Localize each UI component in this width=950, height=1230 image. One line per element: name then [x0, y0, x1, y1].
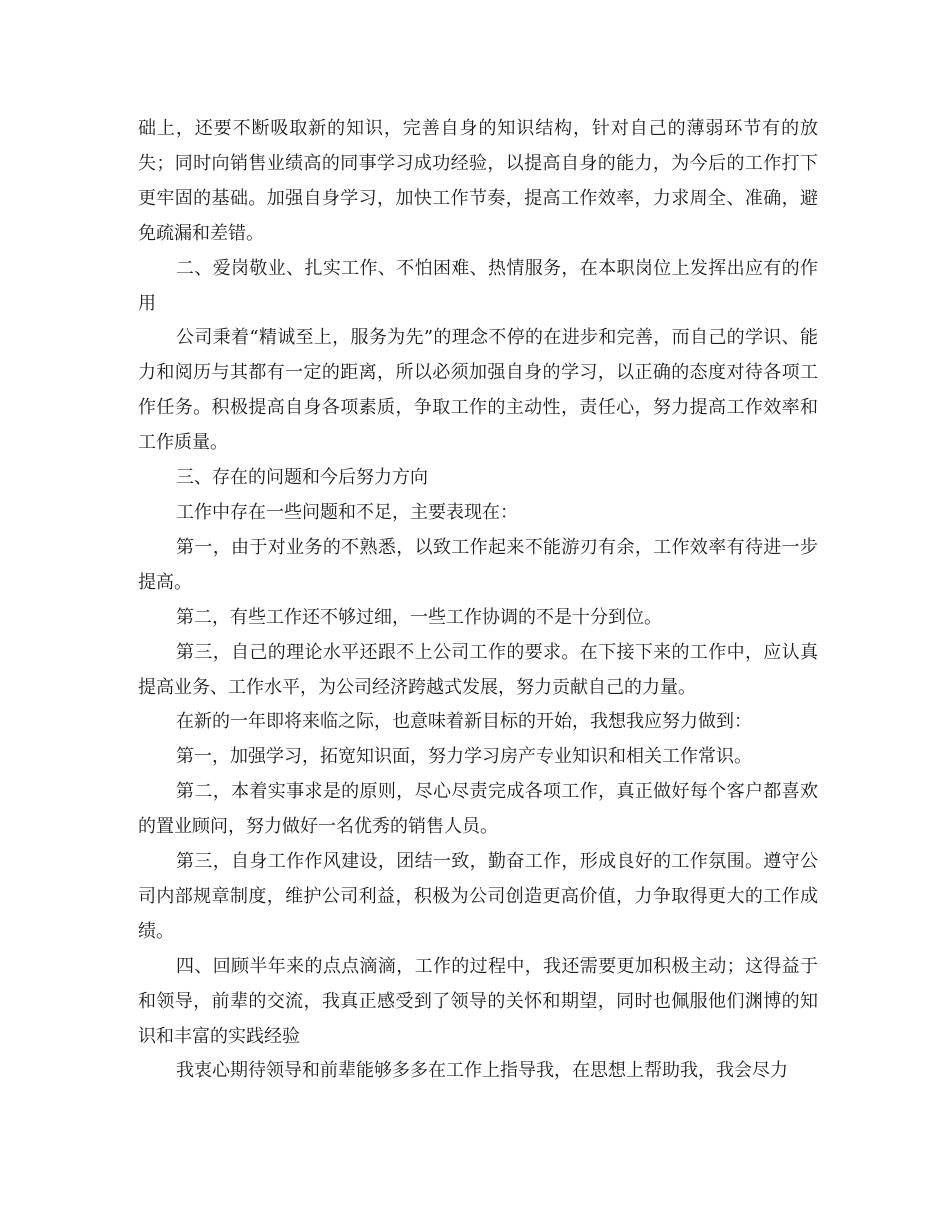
text-line: 效率和工作质量。	[138, 397, 818, 454]
text-line: 我衷心期待领导和前辈能够多多在工作上指导我，在思想上帮助我，我会尽力	[176, 1060, 788, 1082]
paragraph	[138, 496, 818, 531]
text-line: 欢的置业顾问，努力做好一名优秀的销售人员。	[138, 781, 818, 838]
text-line: 四、回顾半年来的点点滴滴，工作的过程中，我还需要更加积极主动；这得益	[176, 955, 800, 977]
paragraph	[138, 461, 818, 496]
paragraph	[138, 1054, 818, 1089]
text-line: 避免疏漏和差错。	[138, 187, 818, 244]
paragraph	[138, 775, 818, 845]
text-line: 第一，加强学习，拓宽知识面，努力学习房产专业知识和相关工作常识。	[176, 746, 752, 768]
paragraph	[138, 950, 818, 1055]
text-line: 工作中存在一些问题和不足，主要表现在：	[176, 501, 518, 523]
text-line: 在新的一年即将来临之际，也意味着新目标的开始，我想我应努力做到：	[176, 711, 752, 733]
text-line: 三、存在的问题和今后努力方向	[176, 467, 428, 489]
text-line: 公司内部规章制度，维护公司利益，积极为公司创造更高价值，力争取得更大的工	[138, 851, 818, 907]
paragraph	[138, 531, 818, 601]
paragraph	[138, 112, 818, 252]
paragraph	[138, 601, 818, 636]
text-line: 二、爱岗敬业、扎实工作、不怕困难、热情服务，在本职岗位上发挥出应有的	[176, 257, 800, 279]
text-line: 第三，自身工作作风建设，团结一致，勤奋工作，形成良好的工作氛围。遵守	[176, 851, 800, 873]
document-body	[138, 112, 818, 1089]
text-line: 础上，还要不断吸取新的知识，完善自身的知识结构，针对自己的薄弱环节有的放	[138, 118, 818, 139]
paragraph	[138, 705, 818, 740]
text-line: 项工作任务。积极提高自身各项素质，争取工作的主动性，责任心，努力提高工作	[138, 362, 818, 419]
text-line: 第一，由于对业务的不熟悉，以致工作起来不能游刃有余，工作效率有待进一	[176, 536, 800, 558]
text-line: 能力和阅历与其都有一定的距离，所以必须加强自身的学习，以正确的态度对待各	[138, 327, 818, 384]
text-line: 失；同时向销售业绩高的同事学习成功经验，以提高自身的能力，为今后的工作打	[138, 152, 800, 174]
text-line: 的知识和丰富的实践经验	[138, 990, 818, 1047]
paragraph	[138, 740, 818, 775]
text-line: 真提高业务、工作水平，为公司经济跨越式发展，努力贡献自己的力量。	[138, 641, 818, 698]
paragraph	[138, 845, 818, 950]
text-line: 作成绩。	[138, 885, 818, 942]
paragraph	[138, 321, 818, 461]
paragraph	[138, 252, 818, 322]
text-line: 于和领导，前辈的交流，我真正感受到了领导的关怀和期望，同时也佩服他们渊博	[138, 955, 818, 1012]
paragraph	[138, 636, 818, 706]
text-line: 作用	[138, 257, 818, 314]
text-line: 第二，有些工作还不够过细，一些工作协调的不是十分到位。	[176, 606, 662, 628]
text-line: 第三，自己的理论水平还跟不上公司工作的要求。在下接下来的工作中，应认	[176, 641, 800, 663]
text-line: 公司秉着“精诚至上，服务为先”的理念不停的在进步和完善，而自己的学识、	[176, 327, 800, 349]
text-line: 下更牢固的基础。加强自身学习，加快工作节奏，提高工作效率，力求周全、准确，	[138, 152, 818, 209]
text-line: 第二，本着实事求是的原则，尽心尽责完成各项工作，真正做好每个客户都喜	[176, 781, 800, 803]
text-line: 步提高。	[138, 536, 818, 593]
